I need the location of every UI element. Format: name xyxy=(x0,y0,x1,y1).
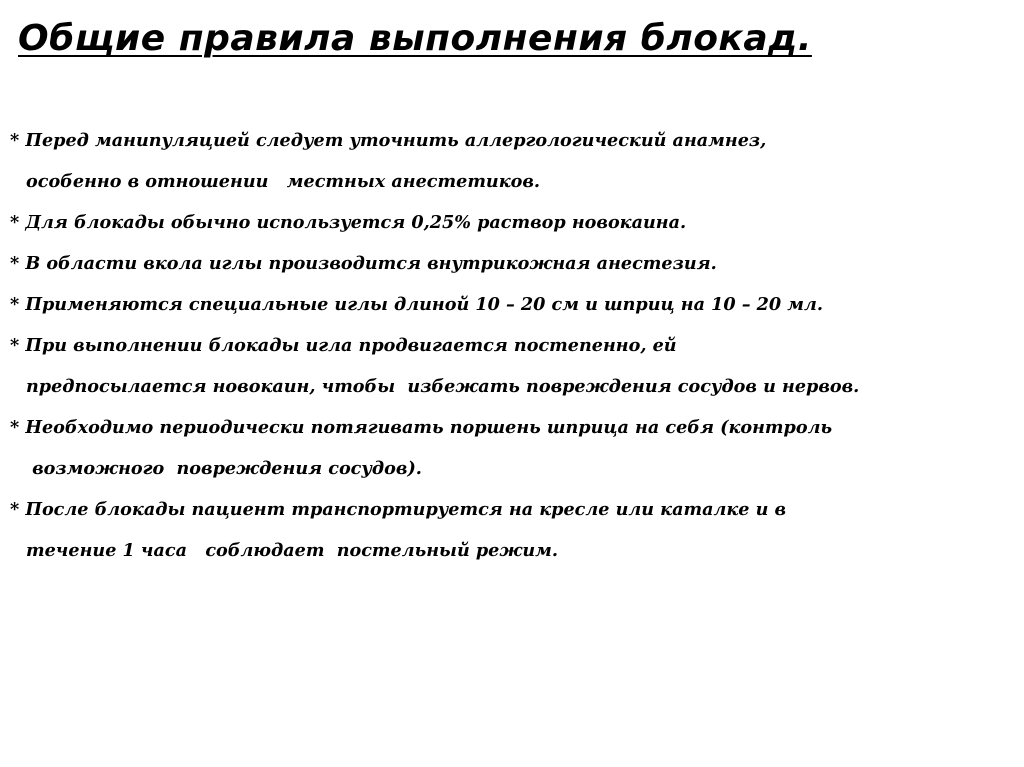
rule-line: * Для блокады обычно используется 0,25% раствор новокаина. xyxy=(10,212,687,233)
rule-item-after-block xyxy=(10,489,1015,571)
rule-line: течение 1 часа соблюдает постельный режим. xyxy=(26,540,558,561)
slide-title: Общие правила выполнения блокад. xyxy=(18,18,812,59)
rule-item-needle-advance xyxy=(10,325,1015,407)
rule-item-intradermal-anesthesia xyxy=(10,243,1015,284)
rule-line: особенно в отношении местных анестетиков. xyxy=(26,171,541,192)
rule-line: * Применяются специальные иглы длиной 10 – 20 см и шприц на 10 – 20 мл. xyxy=(10,294,823,315)
rules-list xyxy=(10,120,1015,571)
rule-line: * В области вкола иглы производится внутрикожная анестезия. xyxy=(10,253,717,274)
rule-line: * Необходимо периодически потягивать поршень шприца на себя (контроль xyxy=(10,417,833,438)
rule-item-allergy xyxy=(10,120,1015,202)
rule-line: предпосылается новокаин, чтобы избежать повреждения сосудов и нервов. xyxy=(26,376,860,397)
rule-line: возможного повреждения сосудов). xyxy=(26,458,422,479)
rule-item-aspiration-check xyxy=(10,407,1015,489)
rule-item-novocaine-solution xyxy=(10,202,1015,243)
rule-line: * При выполнении блокады игла продвигается постепенно, ей xyxy=(10,335,677,356)
rule-item-needles-syringe xyxy=(10,284,1015,325)
rule-line: * Перед манипуляцией следует уточнить аллергологический анамнез, xyxy=(10,130,767,151)
rule-line: * После блокады пациент транспортируется на кресле или каталке и в xyxy=(10,499,787,520)
